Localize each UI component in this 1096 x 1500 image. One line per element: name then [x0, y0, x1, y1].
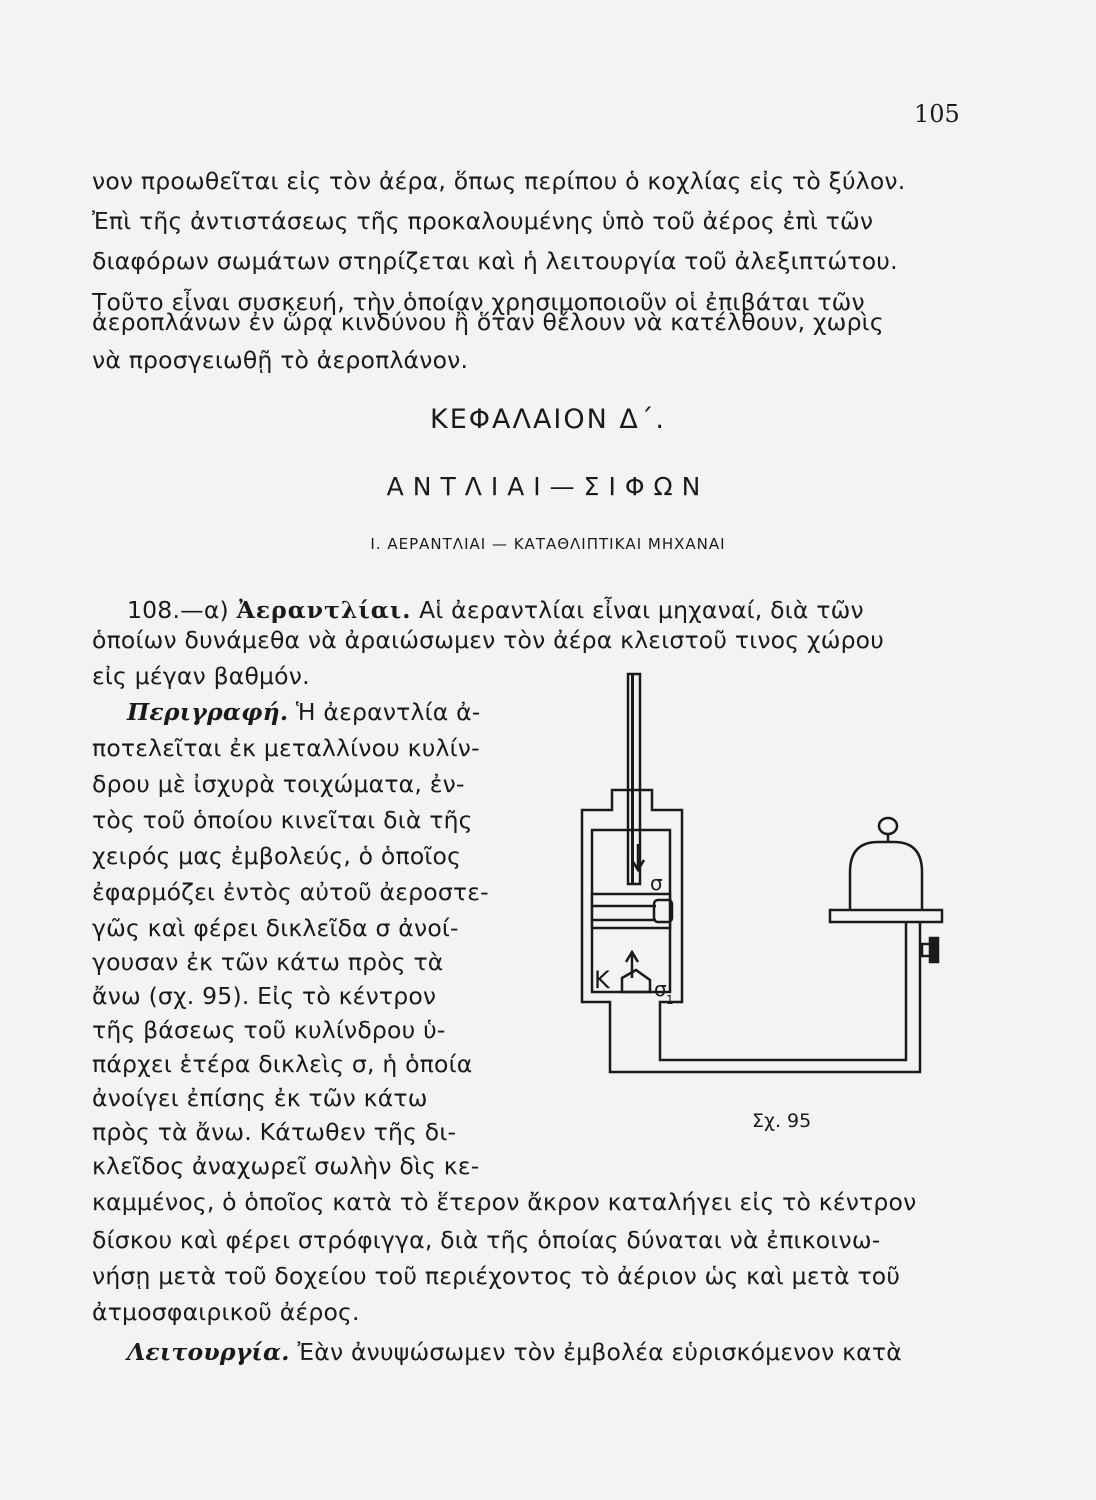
text-line: γῶς καὶ φέρει δικλεῖδα σ ἀνοί- [92, 914, 459, 942]
operation-line [127, 1332, 998, 1372]
text-line: ἀτμοσφαιρικοῦ ἀέρος. [92, 1298, 360, 1326]
bell-jar [850, 842, 922, 910]
bell-jar-knob [879, 818, 897, 834]
text-line: Τοῦτο εἶναι συσκευή, τὴν ὁποίαν χρησιμοποιοῦν οἱ ἐπιβάται τῶν [92, 288, 865, 316]
label-sigma1: σ [654, 977, 667, 1001]
connecting-pipe [610, 1022, 920, 1072]
text-line: διαφόρων σωμάτων στηρίζεται καὶ ἡ λειτουργία τοῦ ἀλεξιπτώτου. [92, 247, 898, 275]
term-aerantliai: Ἀεραντλίαι. [236, 596, 412, 624]
text-line: ἀνοίγει ἐπίσης ἐκ τῶν κάτω [92, 1084, 428, 1112]
text-line: εἰς μέγαν βαθμόν. [92, 662, 310, 690]
page-number: 105 [914, 100, 960, 128]
cylinder-left-wall [582, 820, 610, 1042]
paragraph-text: Ἐὰν ἀνυψώσωμεν τὸν ἐμβολέα εὑρισκόμενον κατὰ [297, 1338, 902, 1366]
section-heading: ΑΝΤΛΙΑΙ—ΣΙΦΩΝ [386, 472, 710, 501]
text-line: καμμένος, ὁ ὁποῖος κατὰ τὸ ἕτερον ἄκρον καταλήγει εἰς τὸ κέντρον [92, 1188, 917, 1216]
text-line: ἀεροπλάνων ἐν ὥρᾳ κινδύνου ἢ ὅταν θέλουν νὰ κατέλθουν, χωρὶς [92, 308, 884, 336]
text-line: γουσαν ἐκ τῶν κάτω πρὸς τὰ [92, 948, 444, 976]
text-line: νον προωθεῖται εἰς τὸν ἀέρα, ὅπως περίπου ὁ κοχλίας εἰς τὸ ξύλον. [92, 167, 906, 195]
chapter-heading: ΚΕΦΑΛΑΙΟΝ Δ΄. [430, 404, 666, 435]
text-line: πάρχει ἑτέρα δικλεὶς σ, ἡ ὁποία [92, 1050, 473, 1078]
label-k: Κ [594, 966, 610, 994]
text-line: νήσῃ μετὰ τοῦ δοχείου τοῦ περιέχοντος τὸ ἀέριον ὡς καὶ μετὰ τοῦ [92, 1262, 901, 1290]
text-line: ποτελεῖται ἐκ μεταλλίνου κυλίν- [92, 734, 480, 762]
term-perigrafi: Περιγραφή. [127, 698, 289, 726]
paragraph-number: 108.—α) [127, 596, 229, 624]
text-line: ὁποίων δυνάμεθα νὰ ἀραιώσωμεν τὸν ἀέρα κλειστοῦ τινος χώρου [92, 626, 885, 654]
subsection-heading: Ι. ΑΕΡΑΝΤΛΙΑΙ — ΚΑΤΑΘΛΙΠΤΙΚΑΙ ΜΗΧΑΝΑΙ [370, 535, 726, 553]
paragraph-text: Ἡ ἀεραντλία ἀ- [295, 698, 481, 726]
text-line: ἄνω (σχ. 95). Εἰς τὸ κέντρον [92, 982, 437, 1010]
term-leitourgia: Λειτουργία. [127, 1338, 290, 1366]
text-line: πρὸς τὰ ἄνω. Κάτωθεν τῆς δι- [92, 1118, 457, 1146]
description-line [127, 692, 557, 732]
text-line: δίσκου καὶ φέρει στρόφιγγα, διὰ τῆς ὁποίας δύναται νὰ ἐπικοινω- [92, 1226, 881, 1254]
text-line: κλεῖδος ἀναχωρεῖ σωλὴν δὶς κε- [92, 1152, 480, 1180]
figure-caption: Σχ. 95 [752, 1110, 812, 1132]
text-line: δρου μὲ ἰσχυρὰ τοιχώματα, ἐν- [92, 770, 465, 798]
text-line: τῆς βάσεως τοῦ κυλίνδρου ὑ- [92, 1016, 446, 1044]
base-valve [622, 970, 650, 992]
label-sigma1-subscript: 1 [666, 993, 674, 1007]
paragraph-text: Αἱ ἀεραντλίαι εἶναι μηχαναί, διὰ τῶν [419, 596, 864, 624]
air-pump-diagram [570, 662, 970, 1102]
text-line: χειρός μας ἐμβολεύς, ὁ ὁποῖος [92, 842, 462, 870]
text-line: νὰ προσγειωθῇ τὸ ἀεροπλάνον. [92, 346, 469, 374]
text-line: τὸς τοῦ ὁποίου κινεῖται διὰ τῆς [92, 806, 473, 834]
text-line: ἐφαρμόζει ἐντὸς αὐτοῦ ἀεροστε- [92, 878, 489, 906]
label-sigma: σ [650, 871, 663, 895]
text-line: Ἐπὶ τῆς ἀντιστάσεως τῆς προκαλουμένης ὑπὸ τοῦ ἀέρος ἐπὶ τῶν [92, 207, 874, 235]
receiver-plate [830, 910, 942, 922]
